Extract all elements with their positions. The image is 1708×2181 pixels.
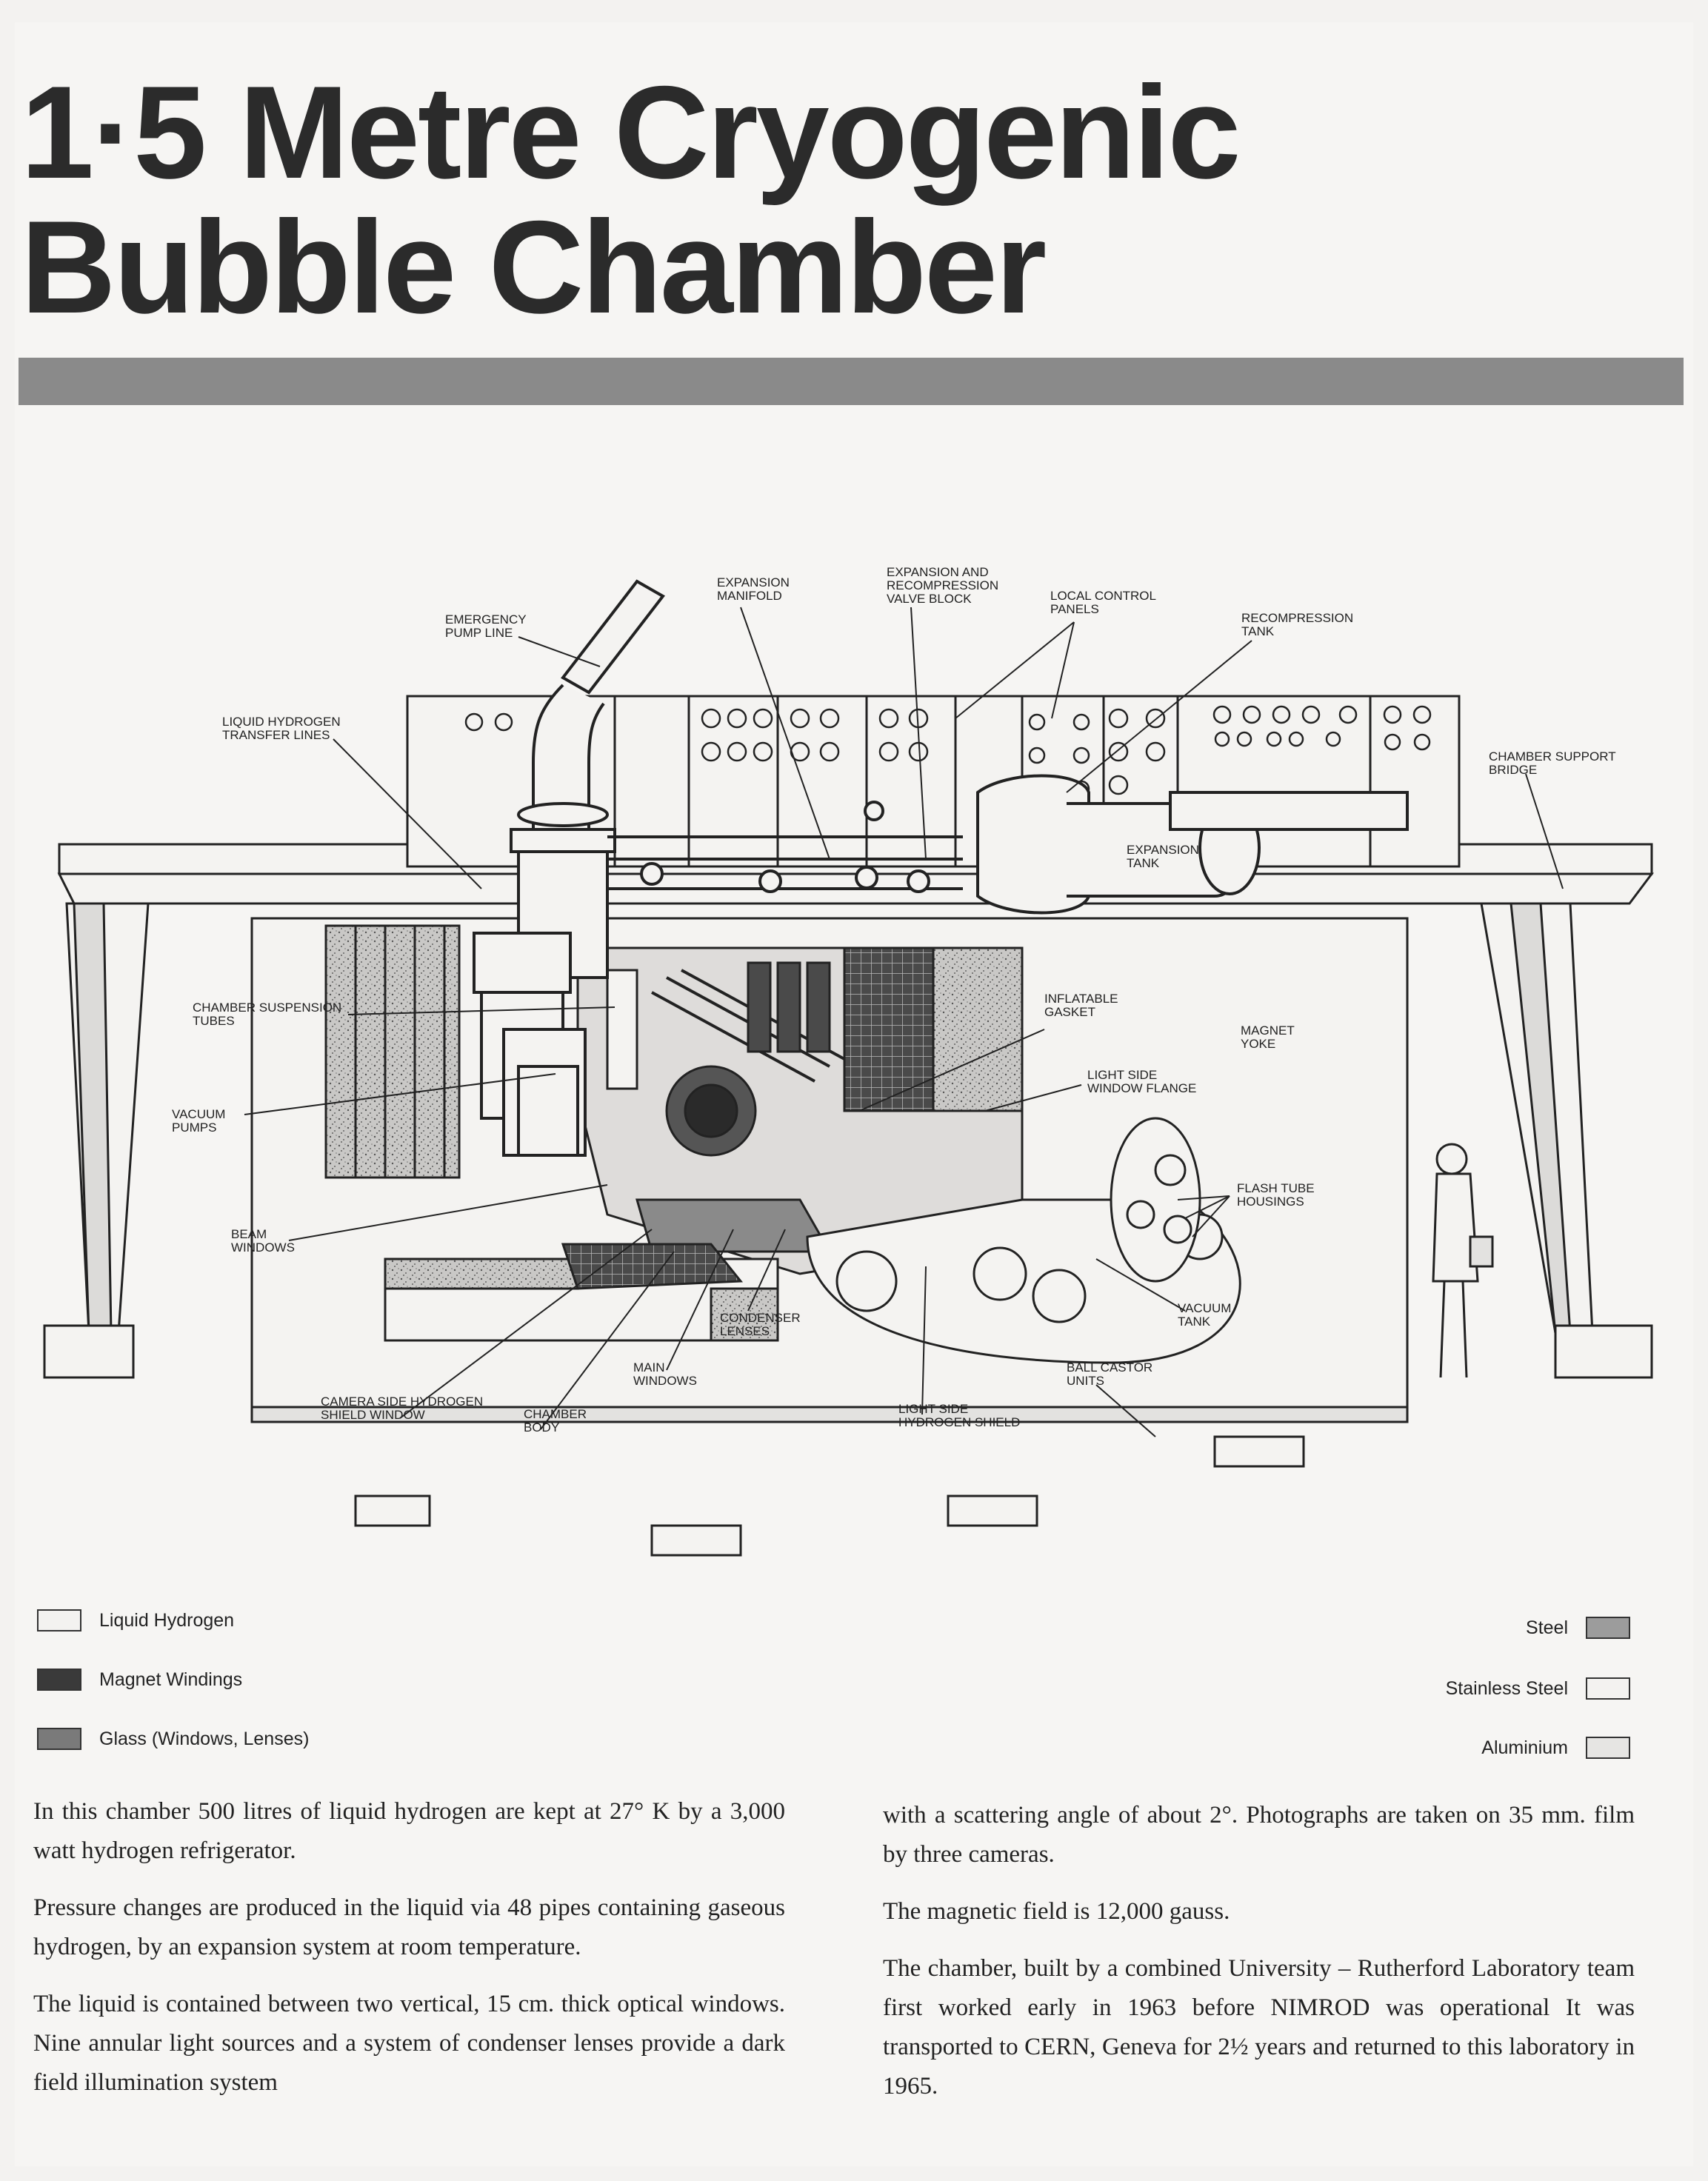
label-line: WINDOW FLANGE [1087, 1081, 1197, 1095]
label-vacuum-pumps [172, 1107, 225, 1135]
label-line: EXPANSION [1127, 843, 1199, 857]
label-line: PANELS [1050, 602, 1099, 616]
legend-label: Glass (Windows, Lenses) [99, 1728, 310, 1749]
label-line: LIGHT SIDE [898, 1402, 969, 1416]
legend-glass [37, 1728, 309, 1750]
label-line: TANK [1127, 856, 1160, 870]
legend-label: Aluminium [1481, 1737, 1568, 1758]
description-paragraph: The chamber, built by a combined University – Rutherford Laboratory team first worked early in 1963 before NIMROD was operational It was transported to CERN, Geneva for 2½ years and returned to this laboratory in 1965. [883, 1955, 1635, 2100]
label-line: HYDROGEN SHIELD [898, 1415, 1021, 1429]
description-left-column [33, 1792, 785, 2120]
label-line: RECOMPRESSION [887, 578, 999, 592]
label-chamber-support-bridge [1489, 749, 1616, 777]
label-line: BODY [524, 1420, 560, 1434]
title-bar [19, 358, 1684, 405]
legend-label: Stainless Steel [1445, 1677, 1568, 1699]
swatch-magnet-windings [37, 1669, 81, 1691]
label-line: VALVE BLOCK [887, 592, 972, 606]
label-line: HOUSINGS [1237, 1195, 1304, 1209]
label-line: LIQUID HYDROGEN [222, 715, 341, 729]
label-line: CHAMBER SUPPORT [1489, 749, 1616, 764]
label-line: MANIFOLD [717, 589, 782, 603]
label-line: LENSES [720, 1324, 770, 1338]
label-line: EXPANSION AND [887, 565, 989, 579]
description-paragraph: Pressure changes are produced in the liquid via 48 pipes containing gaseous hydrogen, by an expansion system at room temperature. [33, 1894, 785, 1960]
label-line: WINDOWS [633, 1374, 697, 1388]
ball-castor-units [356, 1437, 1304, 1555]
label-line: BALL CASTOR [1067, 1360, 1153, 1375]
label-line: BEAM [231, 1227, 267, 1241]
label-line: MAGNET [1241, 1023, 1295, 1038]
swatch-aluminium [1586, 1737, 1630, 1759]
label-line: EMERGENCY [445, 612, 527, 627]
label-line: LOCAL CONTROL [1050, 589, 1156, 603]
label-line: CHAMBER [524, 1407, 587, 1421]
label-line: TUBES [193, 1014, 235, 1028]
label-recompression-tank [1241, 611, 1353, 638]
label-line: INFLATABLE [1044, 992, 1118, 1006]
description-paragraph: The liquid is contained between two vertical, 15 cm. thick optical windows. Nine annular light sources and a system of condenser lenses provide a dark field illumination system [33, 1991, 785, 2096]
legend-aluminium [1481, 1737, 1630, 1759]
label-expansion-manifold [717, 575, 790, 603]
chamber-cutaway-diagram [0, 548, 1708, 1689]
label-line: TRANSFER LINES [222, 728, 330, 742]
label-line: PUMP LINE [445, 626, 513, 640]
label-local-control-panels [1050, 589, 1156, 616]
description-right-column [883, 1796, 1635, 2124]
legend-magnet-windings [37, 1669, 242, 1691]
label-line: RECOMPRESSION [1241, 611, 1354, 625]
label-line: GASKET [1044, 1005, 1095, 1019]
label-line: YOKE [1241, 1037, 1276, 1051]
label-line: FLASH TUBE [1237, 1181, 1315, 1195]
label-line: PUMPS [172, 1120, 217, 1135]
legend-label: Steel [1526, 1617, 1568, 1638]
label-flash-tube-housings [1237, 1181, 1315, 1209]
swatch-stainless-steel [1586, 1677, 1630, 1700]
label-line: MAIN [633, 1360, 665, 1375]
label-line: EXPANSION [717, 575, 790, 589]
label-line: VACUUM [1178, 1301, 1232, 1315]
label-line: TANK [1241, 624, 1275, 638]
swatch-liquid-hydrogen [37, 1609, 81, 1631]
title-line-1: 1·5 Metre Cryogenic [21, 59, 1239, 206]
label-line: WINDOWS [231, 1240, 295, 1255]
label-line: SHIELD WINDOW [321, 1408, 425, 1422]
label-line: CAMERA SIDE HYDROGEN [321, 1395, 484, 1409]
label-line: LIGHT SIDE [1087, 1068, 1158, 1082]
label-emergency-pump-line [445, 612, 527, 640]
description-paragraph: with a scattering angle of about 2°. Photographs are taken on 35 mm. film by three cameras. [883, 1802, 1635, 1868]
label-line: CONDENSER [720, 1311, 801, 1325]
legend-label: Liquid Hydrogen [99, 1609, 235, 1631]
scientist-figure [1433, 1144, 1492, 1377]
legend-stainless-steel [1446, 1677, 1630, 1700]
description-paragraph: The magnetic field is 12,000 gauss. [883, 1898, 1230, 1925]
swatch-steel [1586, 1617, 1630, 1639]
label-line: CHAMBER SUSPENSION [193, 1001, 342, 1015]
legend-steel [1526, 1617, 1630, 1639]
title-line-2: Bubble Chamber [21, 193, 1045, 341]
legend-label: Magnet Windings [99, 1669, 243, 1690]
label-line: VACUUM [172, 1107, 226, 1121]
label-line: UNITS [1067, 1374, 1104, 1388]
legend-liquid-hydrogen [37, 1609, 234, 1631]
label-line: BRIDGE [1489, 763, 1538, 777]
swatch-glass [37, 1728, 81, 1750]
label-line: TANK [1178, 1315, 1211, 1329]
description-paragraph: In this chamber 500 litres of liquid hydrogen are kept at 27° K by a 3,000 watt hydrogen refrigerator. [33, 1798, 785, 1864]
label-chamber-body [524, 1407, 587, 1434]
label-liquid-hydrogen-transfer-lines [222, 715, 341, 742]
label-expansion-valve-block [887, 565, 998, 606]
